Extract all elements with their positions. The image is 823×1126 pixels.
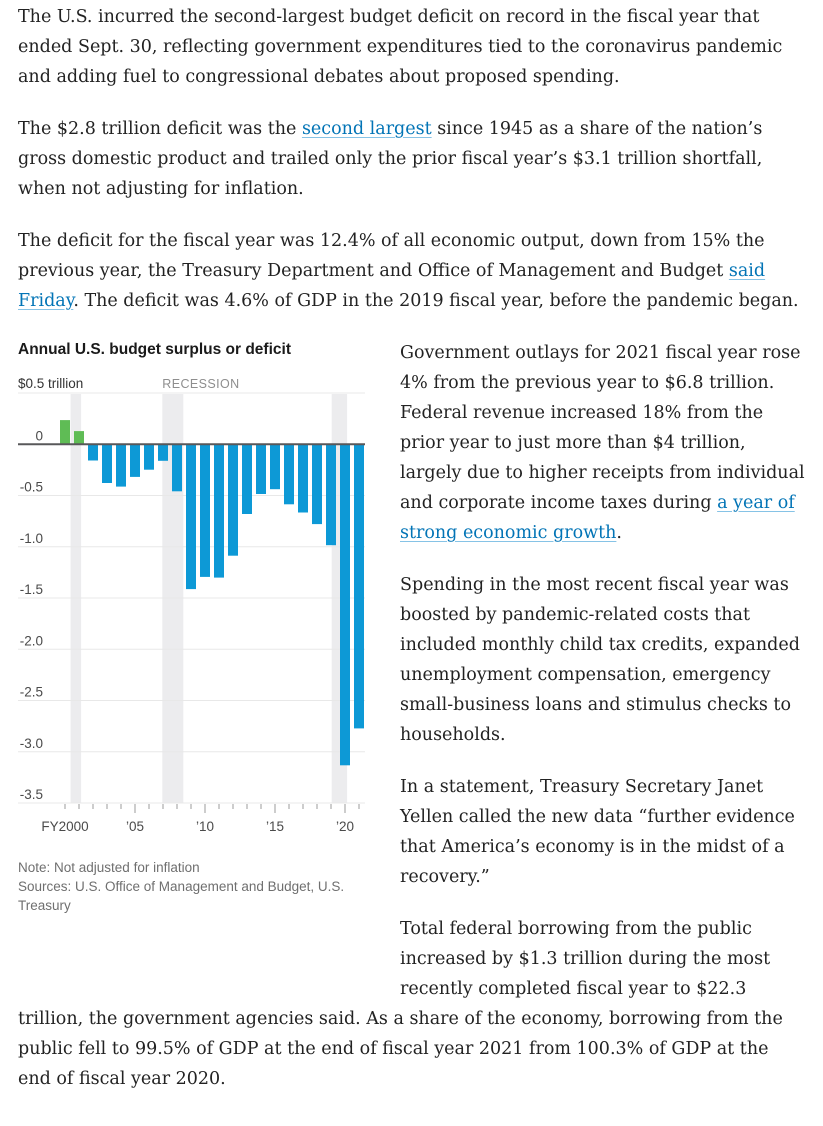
article-paragraph: In a statement, Treasury Secretary Janet Yellen called the new data “further evidence that America’s economy is in the midst of a recovery.” xyxy=(400,777,795,887)
bar-2015 xyxy=(270,444,280,489)
bar-2006 xyxy=(144,444,154,469)
y-tick-label: -1.5 xyxy=(19,582,43,597)
bar-2001 xyxy=(74,431,84,444)
bar-2018 xyxy=(312,444,322,524)
y-axis-unit-label: $0.5 trillion xyxy=(18,376,84,391)
x-tick-label: ’15 xyxy=(265,819,285,834)
bar-2014 xyxy=(256,444,266,494)
budget-deficit-chart xyxy=(18,340,380,915)
y-tick-label: -3.0 xyxy=(19,735,43,751)
bar-2011 xyxy=(214,444,224,577)
article-paragraph: Government outlays for 2021 fiscal year rose 4% from the previous year to $6.8 trillion. Federal revenue increased 18% from the prior year to just more than $4 trillion, largely due to higher receipts from individual and corporate income taxes during a year of strong economic growth. xyxy=(400,343,805,543)
bar-2002 xyxy=(88,444,98,460)
bar-2003 xyxy=(102,444,112,483)
chart-note: Note: Not adjusted for inflation xyxy=(18,860,200,875)
bar-2004 xyxy=(116,444,126,486)
bars xyxy=(60,420,364,765)
bar-2012 xyxy=(228,444,238,555)
bar-2005 xyxy=(130,444,140,477)
bar-2016 xyxy=(284,444,294,504)
article-paragraph: Spending in the most recent fiscal year was boosted by pandemic-related costs that included monthly child tax credits, expanded unemployment compensation, emergency small-business loans and stimulus checks to households. xyxy=(400,575,800,745)
y-tick-labels xyxy=(20,428,43,802)
article-paragraph: The U.S. incurred the second-largest budget deficit on record in the fiscal year that ended Sept. 30, reflecting government expenditures tied to the coronavirus pandemic and adding fuel to congressional debates about proposed spending. xyxy=(18,7,783,87)
inline-link[interactable]: said Friday xyxy=(18,261,766,311)
article-paragraph: The $2.8 trillion deficit was the second largest since 1945 as a share of the nation’s gross domestic product and trailed only the prior fiscal year’s $3.1 trillion shortfall, when not adjusting for inflation. xyxy=(18,119,763,199)
bar-2009 xyxy=(186,444,196,589)
y-tick-label: -2.5 xyxy=(19,684,43,700)
bar-2021 xyxy=(354,444,364,728)
y-tick-label: -3.5 xyxy=(19,787,43,802)
x-axis-ticks xyxy=(65,804,359,813)
x-tick-label: FY2000 xyxy=(41,819,89,834)
bar-2007 xyxy=(158,444,168,461)
x-tick-label: ’10 xyxy=(195,819,215,834)
inline-link[interactable]: a year of strong economic growth xyxy=(400,493,795,543)
y-tick-label: -0.5 xyxy=(19,479,43,495)
bar-2020 xyxy=(340,444,350,765)
y-tick-label: 0 xyxy=(35,428,43,444)
bar-2013 xyxy=(242,444,252,514)
bar-2008 xyxy=(172,444,182,491)
bar-2019 xyxy=(326,444,336,545)
y-tick-label: -2.0 xyxy=(19,633,43,649)
chart-canvas xyxy=(18,373,380,839)
bar-2017 xyxy=(298,444,308,512)
recession-label: RECESSION xyxy=(162,377,240,391)
x-tick-label: ’05 xyxy=(125,819,145,834)
x-tick-labels xyxy=(41,819,354,834)
article-paragraph: Total federal borrowing from the public increased by $1.3 trillion during the most recently completed fiscal year to $22.3 trillion, the government agencies said. As a share of the economy, borrowing from the public fell to 99.5% of GDP at the end of fiscal year 2021 from 100.3% of GDP at the end of fiscal year 2020. xyxy=(18,919,783,1089)
chart-title: Annual U.S. budget surplus or deficit xyxy=(18,341,291,358)
inline-link[interactable]: second largest xyxy=(301,119,432,139)
bar-2010 xyxy=(200,444,210,577)
chart-sources: Sources: U.S. Office of Management and Budget, U.S. Treasury xyxy=(18,879,345,913)
article-paragraph: The deficit for the fiscal year was 12.4% of all economic output, down from 15% the previous year, the Treasury Department and Office of Management and Budget said Friday. The deficit was 4.6% of GDP in the 2019 fiscal year, before the pandemic began. xyxy=(18,231,799,311)
bar-2000 xyxy=(60,420,70,444)
x-tick-label: ’20 xyxy=(335,819,355,834)
article-paragraphs-top xyxy=(18,2,806,316)
y-tick-label: -1.0 xyxy=(19,530,43,546)
